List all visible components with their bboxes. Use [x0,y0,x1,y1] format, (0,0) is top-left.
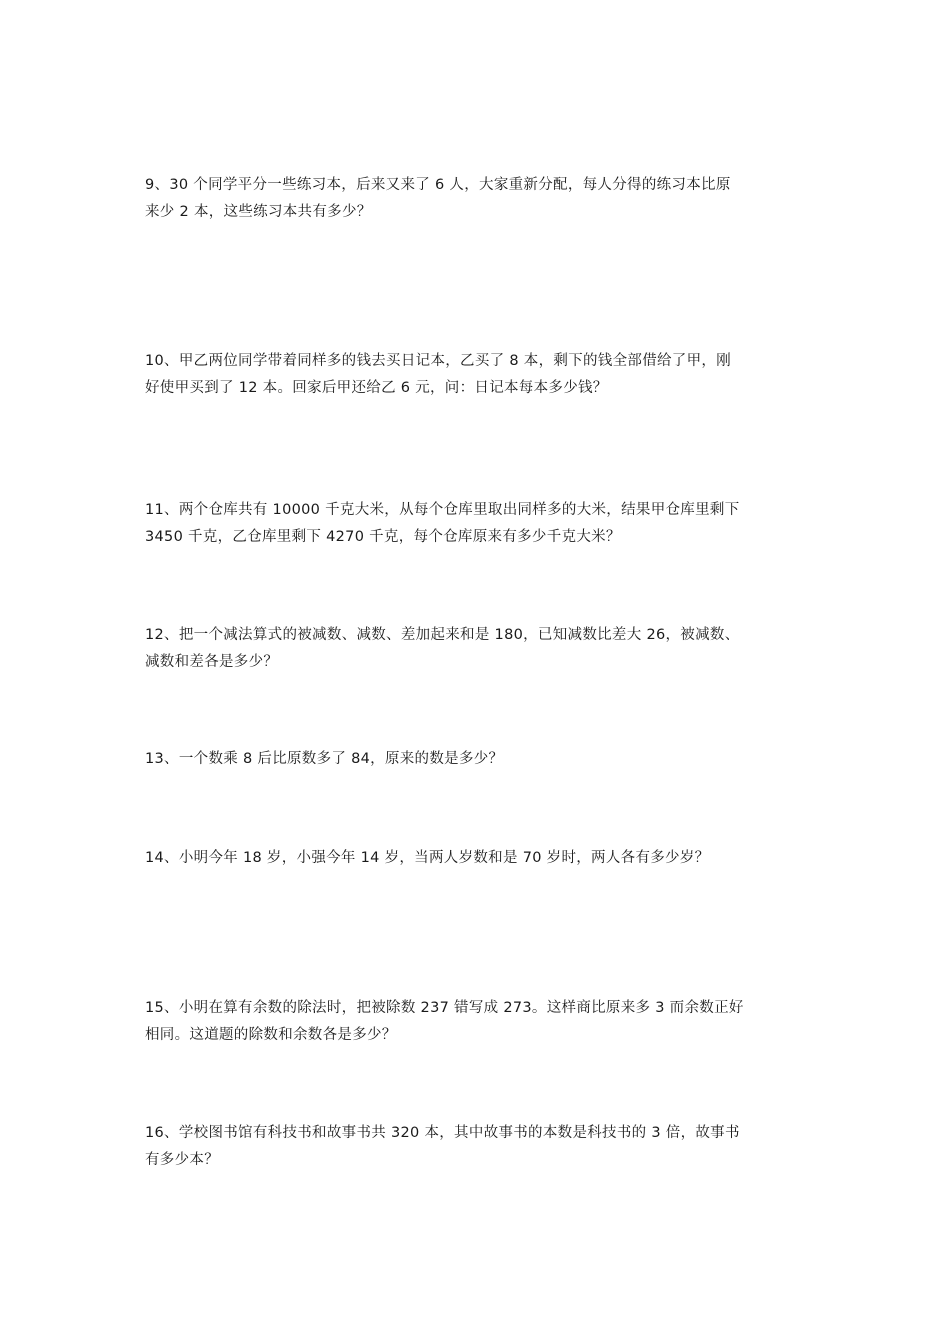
problem-13 [145,746,810,773]
problem-9 [145,172,810,226]
problem-12-line-2: 减数和差各是多少？ [145,654,279,670]
problem-10-line-1: 10、甲乙两位同学带着同样多的钱去买日记本，乙买了 8 本，剩下的钱全部借给了甲，刚 [145,353,731,369]
problem-11-line-1: 11、两个仓库共有 10000 千克大米，从每个仓库里取出同样多的大米，结果甲仓库里剩下 [145,502,740,518]
problem-13-line-1: 13、一个数乘 8 后比原数多了 84，原来的数是多少？ [145,751,504,767]
problem-12 [145,622,810,676]
problem-16-line-1: 16、学校图书馆有科技书和故事书共 320 本，其中故事书的本数是科技书的 3 倍，故事书 [145,1125,740,1141]
problem-10-line-2: 好使甲买到了 12 本。回家后甲还给乙 6 元，问：日记本每本多少钱？ [145,380,608,396]
problem-9-line-2: 来少 2 本，这些练习本共有多少？ [145,204,372,220]
problem-11-line-2: 3450 千克，乙仓库里剩下 4270 千克，每个仓库原来有多少千克大米？ [145,529,621,545]
problem-15 [145,995,810,1049]
problem-16 [145,1120,810,1174]
problem-12-line-1: 12、把一个减法算式的被减数、减数、差加起来和是 180，已知减数比差大 26，被减数、 [145,627,740,643]
problem-11 [145,497,810,551]
problem-14 [145,845,810,872]
problem-16-line-2: 有多少本？ [145,1152,219,1168]
problem-15-line-1: 15、小明在算有余数的除法时，把被除数 237 错写成 273。这样商比原来多 3 而余数正好 [145,1000,744,1016]
problem-10 [145,348,810,402]
problem-15-line-2: 相同。这道题的除数和余数各是多少？ [145,1027,397,1043]
problem-9-line-1: 9、30 个同学平分一些练习本，后来又来了 6 人，大家重新分配，每人分得的练习本比原 [145,177,731,193]
problem-14-line-1: 14、小明今年 18 岁，小强今年 14 岁，当两人岁数和是 70 岁时，两人各有多少岁？ [145,850,710,866]
